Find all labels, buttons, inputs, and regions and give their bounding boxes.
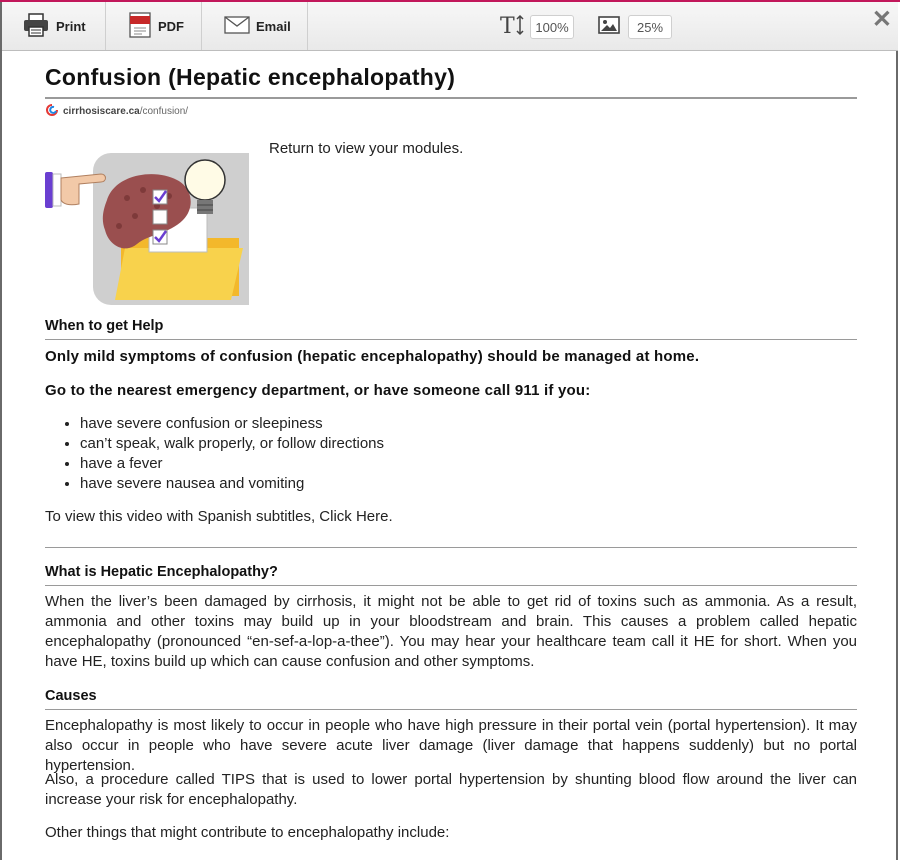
pdf-label: PDF — [158, 18, 184, 34]
email-button[interactable] — [202, 2, 308, 50]
what-is-divider — [45, 585, 857, 586]
text-size-icon[interactable] — [500, 13, 524, 42]
printer-icon — [22, 13, 50, 40]
causes-paragraph-1: Encephalopathy is most likely to occur in people who have high pressure in their portal vein (portal hypertension). It may also occur in people who have severe acute liver damage (liver damage that happens suddenly) but no portal hypertension. — [45, 717, 857, 774]
title-divider — [45, 97, 857, 99]
emergency-text: Go to the nearest emergency department, or have someone call 911 if you: — [45, 382, 591, 399]
list-item: • can’t speak, walk properly, or follow directions — [80, 434, 384, 454]
text-zoom-control — [500, 14, 574, 40]
print-label: Print — [56, 18, 86, 34]
causes-paragraph-2: Also, a procedure called TIPS that is used to lower portal hypertension by shunting blood flow around the liver can increase your risk for encephalopathy. — [45, 771, 857, 808]
return-to-modules-link[interactable]: Return to view your modules. — [269, 140, 464, 157]
image-zoom-input[interactable]: 25% — [628, 15, 672, 39]
what-is-paragraph: When the liver’s been damaged by cirrhosis, it might not be able to get rid of toxins such as ammonia. As a result, ammonia and other toxins may build up in your bloodstream and brain. This causes a problem called hepatic encephalopathy (pronounced “en-sef-a-lop-a-thee”). You may hear your healthcare team call it HE for short. When you have HE, toxins build up which can cause confusion and other symptoms. — [45, 593, 857, 670]
envelope-icon — [224, 15, 250, 38]
image-icon[interactable] — [598, 16, 620, 39]
list-item: • have severe nausea and vomiting — [80, 474, 384, 494]
spanish-video-link[interactable]: To view this video with Spanish subtitles, Click Here. — [45, 508, 393, 525]
module-illustration — [45, 150, 249, 305]
help-divider — [45, 339, 857, 340]
page-title: Confusion (Hepatic encephalopathy) — [45, 64, 456, 90]
list-item: • have severe confusion or sleepiness — [80, 414, 384, 434]
site-logo-icon — [45, 104, 59, 119]
causes-divider — [45, 709, 857, 710]
source-domain: cirrhosiscare.ca — [63, 106, 140, 117]
text-zoom-input[interactable]: 100% — [530, 15, 574, 39]
toolbar — [2, 2, 898, 51]
causes-paragraph-3: Other things that might contribute to encephalopathy include: — [45, 824, 450, 841]
svg-text:T: T — [500, 13, 515, 37]
source-url[interactable] — [45, 104, 188, 119]
email-label: Email — [256, 18, 291, 34]
what-is-heading: What is Hepatic Encephalopathy? — [45, 564, 278, 580]
pdf-button[interactable] — [106, 2, 202, 50]
emergency-symptom-list — [45, 414, 384, 494]
print-button[interactable] — [2, 2, 106, 50]
source-path: /confusion/ — [139, 106, 189, 117]
section-divider — [45, 547, 857, 548]
mild-symptoms-text: Only mild symptoms of confusion (hepatic encephalopathy) should be managed at home. — [45, 348, 700, 365]
close-icon[interactable]: ✕ — [871, 6, 892, 33]
list-item: • have a fever — [80, 454, 384, 474]
image-zoom-control — [598, 14, 672, 40]
causes-heading: Causes — [45, 688, 97, 704]
help-heading: When to get Help — [45, 318, 164, 334]
pdf-icon — [128, 12, 152, 41]
